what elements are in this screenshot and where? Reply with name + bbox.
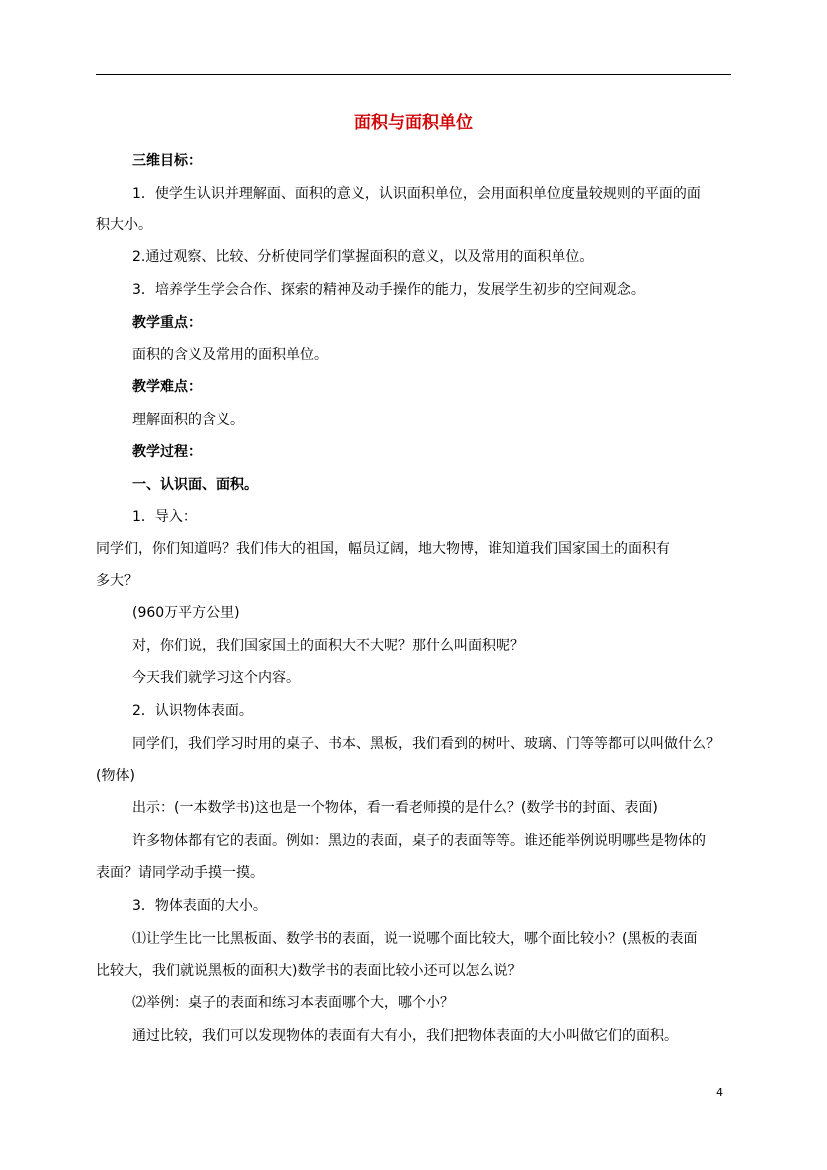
heading-process: 教学过程： — [132, 444, 202, 460]
paragraph-line: 通过比较，我们可以发现物体的表面有大有小，我们把物体表面的大小叫做它们的面积。 — [132, 1028, 678, 1044]
paragraph-line: 2．认识物体表面。 — [132, 703, 253, 719]
paragraph-line: (物体) — [96, 768, 135, 784]
paragraph-line: ⑴让学生比一比黑板面、数学书的表面，说一说哪个面比较大，哪个面比较小？(黑板的表面 — [132, 931, 698, 947]
document-title: 面积与面积单位 — [354, 113, 473, 133]
paragraph-line: 3．物体表面的大小。 — [132, 898, 267, 914]
paragraph-line: 同学们，你们知道吗？我们伟大的祖国，幅员辽阔，地大物博，谁知道我们国家国土的面积有 — [96, 541, 670, 557]
paragraph-line: 积大小。 — [96, 217, 152, 233]
paragraph-line: 今天我们就学习这个内容。 — [132, 670, 300, 686]
paragraph-line: (960万平方公里) — [132, 605, 240, 621]
paragraph-line: 多大？ — [96, 573, 138, 589]
paragraph-line: 表面？请同学动手摸一摸。 — [96, 865, 264, 881]
paragraph-line: 面积的含义及常用的面积单位。 — [132, 347, 328, 363]
paragraph-line: 比较大，我们就说黑板的面积大)数学书的表面比较小还可以怎么说？ — [96, 963, 522, 979]
paragraph-line: 出示：(一本数学书)这也是一个物体，看一看老师摸的是什么？(数学书的封面、表面) — [132, 800, 658, 816]
paragraph-line: 许多物体都有它的表面。例如：黑边的表面，桌子的表面等等。谁还能举例说明哪些是物体的 — [132, 833, 706, 849]
heading-objectives: 三维目标： — [132, 153, 202, 169]
paragraph-line: ⑵举例：桌子的表面和练习本表面哪个大，哪个小？ — [132, 995, 454, 1011]
paragraph-line: 对，你们说，我们国家国土的面积大不大呢？那什么叫面积呢？ — [132, 638, 524, 654]
paragraph-line: 3．培养学生学会合作、探索的精神及动手操作的能力，发展学生初步的空间观念。 — [132, 282, 645, 298]
header-rule — [96, 74, 731, 75]
paragraph-line: 2.通过观察、比较、分析使同学们掌握面积的意义，以及常用的面积单位。 — [132, 249, 594, 265]
section-heading: 一、认识面、面积。 — [132, 477, 258, 493]
page-number: 4 — [716, 1086, 723, 1099]
paragraph-line: 理解面积的含义。 — [132, 412, 244, 428]
heading-key-points: 教学重点： — [132, 315, 202, 331]
paragraph-line: 1．导入： — [132, 509, 197, 525]
paragraph-line: 同学们，我们学习时用的桌子、书本、黑板，我们看到的树叶、玻璃、门等等都可以叫做什么？ — [132, 736, 720, 752]
heading-difficulties: 教学难点： — [132, 379, 202, 395]
paragraph-line: 1．使学生认识并理解面、面积的意义，认识面积单位，会用面积单位度量较规则的平面的面 — [132, 186, 701, 202]
